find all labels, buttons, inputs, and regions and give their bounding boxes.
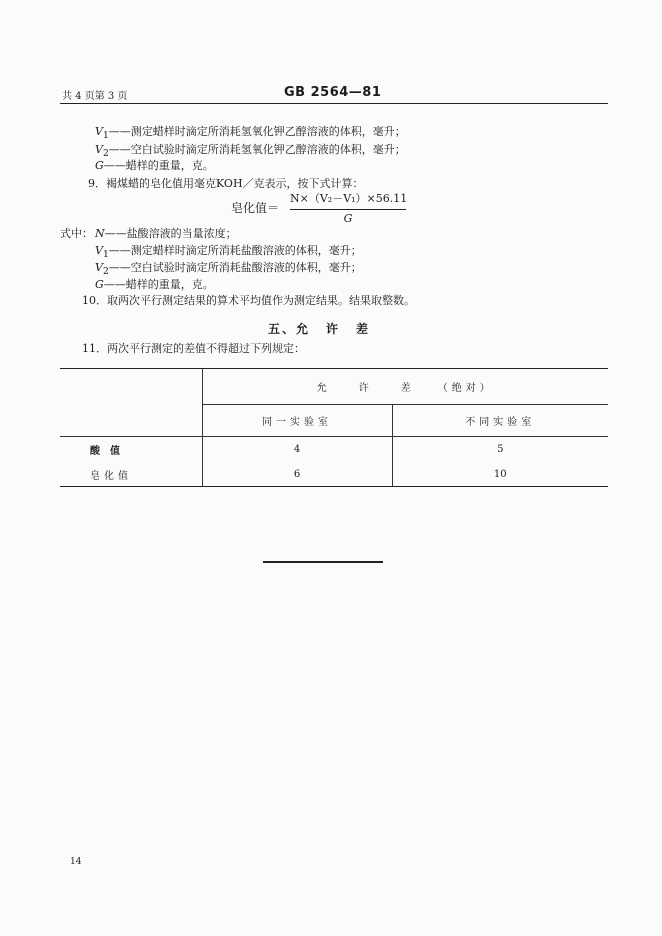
tolerance-table [60,368,608,487]
symbol-subscript: 1 [102,249,109,261]
table-header-allowance: 允 许 差 （绝对） [202,369,608,405]
formula-denominator: G [343,212,353,225]
definition-line [95,276,214,292]
row-label: 皂化值 [60,463,202,487]
table-header-diff-lab: 不同实验室 [465,417,536,428]
definition-line [95,225,237,241]
formula-numerator: N×（V₂－V₁）×56.11 [290,190,406,210]
definition-line [95,157,214,173]
clause-9: 9．褐煤蜡的皂化值用毫克KOH／克表示，按下式计算： [88,177,364,190]
formula-lhs: 皂化值＝ [231,201,280,215]
definition-text: ——蜡样的重量，克。 [103,159,214,172]
table-header-same-lab: 同一实验室 [202,405,392,437]
section-title [268,320,386,337]
page-header-info: 共 4 页第 3 页 [62,91,128,102]
definition-text: ——盐酸溶液的当量浓度； [104,227,237,240]
symbol: V [95,143,103,156]
table-row [60,437,608,463]
same-lab-value: 4 [202,437,392,463]
symbol: G [95,278,104,291]
definition-line [95,242,362,260]
symbol-subscript: 1 [102,130,109,142]
formula-fraction [290,190,406,225]
symbol: N [95,227,105,240]
where-label: 式中： [60,227,93,240]
symbol-subscript: 2 [102,266,109,278]
diff-lab-value: 5 [497,444,504,456]
section-title-part: 五、允 [268,322,311,336]
symbol-subscript: 2 [102,148,109,160]
symbol: V [95,125,103,138]
symbol: V [95,261,103,274]
definition-text: ——空白试验时滴定所消耗氢氧化钾乙醇溶液的体积，毫升； [108,143,406,156]
page-number: 14 [70,857,82,867]
definition-text: ——蜡样的重量，克。 [103,278,214,291]
table-corner [60,369,202,437]
definition-text: ——测定蜡样时滴定所消耗氢氧化钾乙醇溶液的体积，毫升； [108,125,406,138]
symbol: G [95,159,104,172]
standard-number: GB 2564—81 [284,85,382,100]
definition-line [95,123,406,141]
same-lab-value: 6 [202,463,392,487]
end-rule [263,561,383,563]
symbol: V [95,244,103,257]
diff-lab-value: 10 [493,468,507,480]
header-rule [60,103,608,104]
section-title-part: 许 [326,322,341,336]
section-title-part: 差 [356,322,371,336]
table-row [60,463,608,487]
row-label: 酸 值 [60,437,202,463]
definition-line [95,259,362,277]
definition-text: ——空白试验时滴定所消耗盐酸溶液的体积，毫升； [108,261,362,274]
clause-11: 11．两次平行测定的差值不得超过下列规定： [82,342,305,355]
definition-text: ——测定蜡样时滴定所消耗盐酸溶液的体积，毫升； [108,244,362,257]
clause-10: 10．取两次平行测定结果的算术平均值作为测定结果。结果取整数。 [82,294,415,307]
